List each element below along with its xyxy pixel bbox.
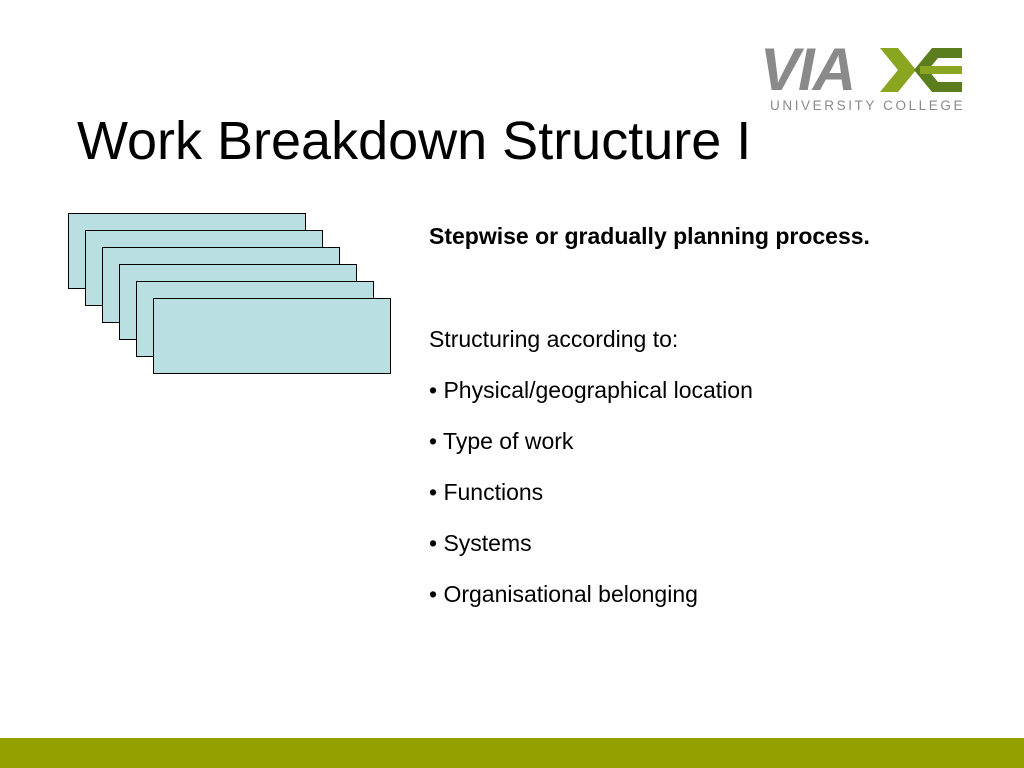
logo-bar [920, 66, 962, 74]
stacked-card [153, 298, 391, 374]
bullet-glyph: • [429, 581, 438, 607]
list-item [429, 580, 753, 631]
bullet-list [429, 376, 753, 631]
slide-body [429, 222, 1009, 607]
stacked-cards-illustration [66, 211, 396, 379]
footer-bar [0, 738, 1024, 768]
lead-statement: Stepwise or gradually planning process. [429, 223, 870, 249]
list-item [429, 529, 753, 580]
bullet-text: Physical/geographical location [443, 377, 753, 403]
list-item [429, 427, 753, 478]
bullet-text: Systems [443, 530, 532, 556]
bullet-glyph: • [429, 530, 438, 556]
bullet-glyph: • [429, 377, 438, 403]
intro-text: Structuring according to: [429, 326, 679, 352]
bullet-glyph: • [429, 479, 438, 505]
bullet-text: Organisational belonging [443, 581, 698, 607]
list-item [429, 478, 753, 529]
bullet-glyph: • [429, 428, 438, 454]
bullet-text: Functions [443, 479, 544, 505]
via-chevron-logo-icon [880, 44, 966, 96]
logo-subtitle: UNIVERSITY COLLEGE [770, 98, 966, 113]
via-logo [760, 36, 970, 120]
list-item [429, 376, 753, 427]
slide-title: Work Breakdown Structure I [77, 111, 752, 171]
bullet-text: Type of work [443, 428, 574, 454]
logo-wordmark: VIA [760, 36, 855, 103]
logo-chevron-light [880, 48, 916, 92]
